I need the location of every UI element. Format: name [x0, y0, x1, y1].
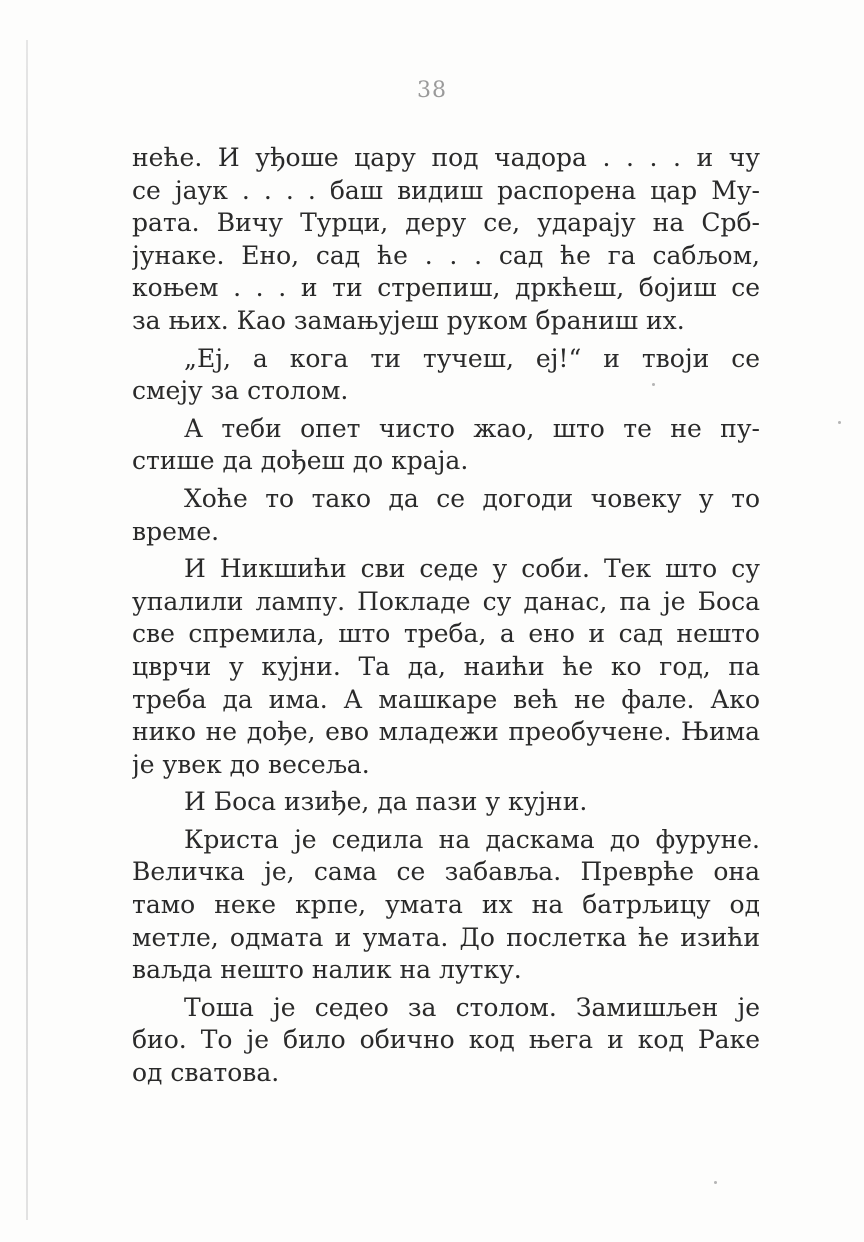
text-line: коњем . . . и ти стрепиш, дркћеш, бојиш се	[132, 273, 760, 303]
text-line: ваљда нешто налик на лутку.	[132, 955, 522, 985]
text-line: Хоће то тако да се догоди човеку у то	[184, 483, 760, 513]
paragraph	[132, 553, 760, 781]
paragraph	[132, 824, 760, 987]
page-binding-edge	[26, 40, 28, 1220]
text-line: се јаук . . . . баш видиш распорена цар Му-	[132, 175, 760, 205]
text-line: „Еј, а кога ти тучеш, еј!“ и твоји се	[184, 343, 760, 373]
text-line: Криста је седила на даскама до фуруне.	[184, 824, 760, 854]
text-line: А теби опет чисто жао, што те не пу-	[184, 413, 760, 443]
paragraph	[132, 483, 760, 548]
paragraph	[132, 992, 760, 1090]
text-line: И Боса изиђе, да пази у кујни.	[184, 787, 588, 817]
paragraph	[132, 413, 760, 478]
text-line: јунаке. Ено, сад ће . . . сад ће га сабљом,	[132, 240, 760, 270]
text-line: треба да има. А машкаре већ не фале. Ако	[132, 684, 760, 714]
text-line: цврчи у кујни. Та да, наићи ће ко год, па	[132, 651, 760, 681]
text-line: неће. И уђоше цару под чадора . . . . и чу	[132, 143, 760, 172]
page-number: 38	[417, 78, 447, 103]
text-line: упалили лампу. Покладе су данас, па је Боса	[132, 586, 760, 616]
text-line: И Никшићи сви седе у соби. Тек што су	[184, 554, 760, 584]
text-line: за њих. Као замањујеш руком браниш их.	[132, 305, 685, 335]
print-speck	[652, 383, 655, 386]
paragraph	[132, 786, 760, 819]
text-line: од сватова.	[132, 1058, 280, 1088]
text-line: све спремила, што треба, а ено и сад нешто	[132, 619, 760, 649]
print-speck	[838, 421, 841, 424]
text-line: је увек до весеља.	[132, 749, 370, 779]
text-line: смеју за столом.	[132, 376, 349, 406]
print-speck	[714, 1181, 717, 1184]
text-line: метле, одмата и умата. До послетка ће изићи	[132, 922, 760, 952]
text-line: тамо неке крпе, умата их на батрљицу од	[132, 890, 760, 920]
text-line: Тоша је седео за столом. Замишљен је	[184, 992, 760, 1022]
text-line: био. То је било обично код њега и код Раке	[132, 1025, 760, 1055]
text-line: нико не дође, ево младежи преобучене. Њима	[132, 717, 760, 747]
text-line: рата. Вичу Турци, деру се, ударају на Срб-	[132, 208, 760, 238]
paragraph	[132, 343, 760, 408]
paragraph	[132, 142, 760, 338]
text-line: Величка је, сама се забавља. Преврће она	[132, 857, 760, 887]
body-text	[132, 142, 760, 1095]
text-line: стише да дођеш до краја.	[132, 446, 469, 476]
text-line: време.	[132, 516, 220, 546]
